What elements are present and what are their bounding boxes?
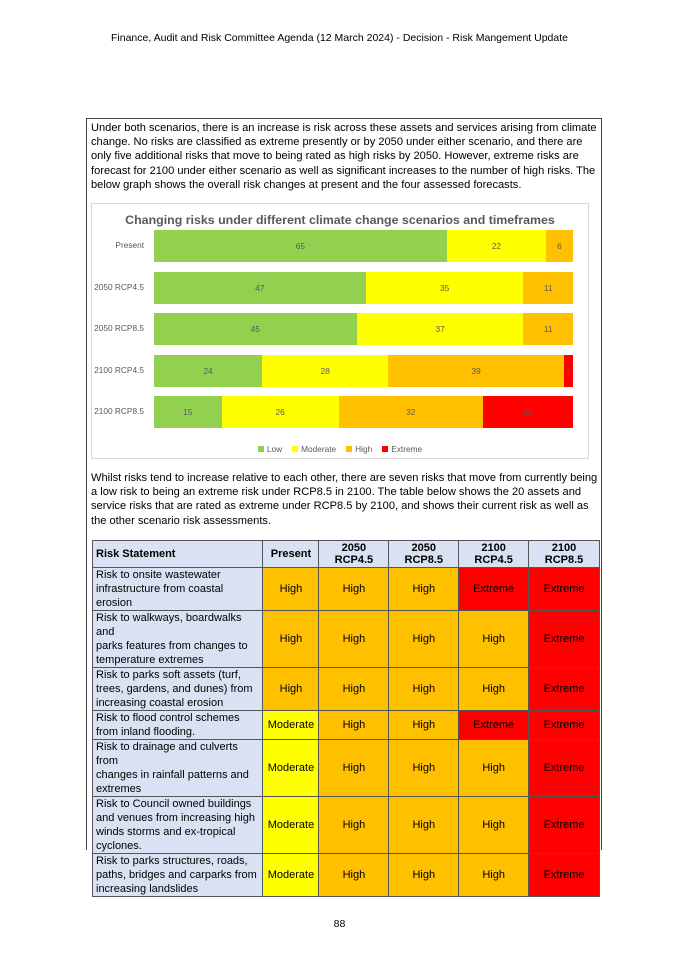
data-label: 15	[183, 407, 193, 417]
risk-statement-cell: Risk to walkways, boardwalks and parks features from changes to temperature extremes	[93, 611, 263, 668]
table-row	[93, 797, 600, 854]
data-label: 65	[295, 241, 306, 251]
column-header: Present	[263, 541, 319, 568]
rating-cell: High	[263, 611, 319, 668]
rating-cell: High	[319, 854, 389, 897]
risk-statement-cell: Risk to onsite wastewater infrastructure from coastal erosion	[93, 568, 263, 611]
table-intro-paragraph: Whilst risks tend to increase relative to each other, there are seven risks that move from currently being a low risk to being an extreme risk under RCP8.5 in 2100. The table below shows the 20 assets and service risks that are rated as extreme under RCP8.5 by 2100, and shows their current risk as well as the other scenario risk assessments.	[91, 472, 598, 527]
data-label: 47	[255, 282, 265, 293]
legend-label: Low	[266, 444, 283, 454]
data-label: 32	[406, 407, 416, 417]
rating-cell: High	[389, 568, 459, 611]
data-label: 11	[543, 324, 553, 334]
legend-label: Extreme	[391, 444, 423, 454]
rating-cell: High	[389, 740, 459, 797]
bar-segment-low	[154, 272, 366, 304]
column-header: 2100 RCP4.5	[459, 541, 529, 568]
category-label: 2050 RCP8.5	[94, 323, 144, 333]
legend-item-extreme	[382, 444, 422, 454]
data-label: 39	[471, 365, 481, 376]
bar-segment-low	[154, 396, 222, 428]
table-header-row	[93, 541, 600, 568]
rating-cell: High	[389, 797, 459, 854]
rating-cell: High	[389, 611, 459, 668]
bar-segment-high	[523, 272, 573, 304]
legend-item-low	[258, 444, 282, 454]
legend-item-high	[346, 444, 372, 454]
bar-segment-high	[339, 396, 483, 428]
rating-cell: High	[263, 668, 319, 711]
bar-segment-high	[546, 230, 573, 262]
table-body	[93, 568, 600, 897]
page-header: Finance, Audit and Risk Committee Agenda (12 March 2024) - Decision - Risk Mangement Update	[111, 32, 568, 44]
rating-cell: Extreme	[529, 797, 600, 854]
risk-statement-cell: Risk to parks soft assets (turf, trees, gardens, and dunes) from increasing coastal erosion	[93, 668, 263, 711]
bar-segment-low	[154, 355, 262, 387]
bar-segment-moderate	[366, 272, 524, 304]
risk-chart	[91, 203, 589, 459]
rating-cell: High	[319, 668, 389, 711]
table-row	[93, 611, 600, 668]
rating-cell: High	[459, 854, 529, 897]
chart-plot-area	[92, 204, 588, 458]
data-label: 26	[275, 407, 285, 417]
bar-segment-moderate	[222, 396, 339, 428]
rating-cell: Extreme	[529, 611, 600, 668]
intro-paragraph: Under both scenarios, there is an increase is risk across these assets and services arising from climate change. No risks are classified as extreme presently or by 2050 under either scenario, and there are only five additional risks that move to being rated as high risks by 2050. However, extreme risks are forecast for 2100 under either scenario as well as significant increases to the number of high risks. The below graph shows the overall risk changes at present and the four assessed forecasts.	[91, 122, 597, 191]
bar-segment-moderate	[262, 355, 388, 387]
data-label: 35	[439, 282, 450, 293]
category-label: Present	[115, 240, 144, 250]
rating-cell: High	[459, 668, 529, 711]
table-row	[93, 568, 600, 611]
page-number: 88	[333, 918, 346, 930]
rating-cell: Moderate	[263, 711, 319, 740]
chart-legend	[92, 444, 588, 454]
legend-label: High	[355, 444, 373, 454]
data-label: 37	[435, 324, 445, 334]
category-label: 2100 RCP4.5	[94, 364, 144, 375]
column-header: 2100 RCP8.5	[529, 541, 600, 568]
risk-statement-cell: Risk to parks structures, roads, paths, bridges and carparks from increasing landslides	[93, 854, 263, 897]
rating-cell: High	[459, 797, 529, 854]
rating-cell: High	[389, 668, 459, 711]
bar-segment-high	[523, 313, 573, 345]
rating-cell: Extreme	[529, 668, 600, 711]
data-label: 6	[557, 241, 562, 251]
bar-segment-high	[388, 355, 564, 387]
data-label: 22	[491, 241, 502, 251]
rating-cell: Extreme	[529, 568, 600, 611]
rating-cell: High	[319, 568, 389, 611]
rating-cell: Moderate	[263, 854, 319, 897]
rating-cell: High	[263, 568, 319, 611]
chart-title: Changing risks under different climate change scenarios and timeframes	[125, 213, 555, 227]
bar-segment-extreme	[564, 355, 573, 387]
category-label: 2100 RCP8.5	[94, 406, 144, 416]
rating-cell: High	[319, 797, 389, 854]
rating-cell: Extreme	[529, 854, 600, 897]
bar-segment-low	[154, 313, 357, 345]
rating-cell: High	[389, 711, 459, 740]
legend-swatch	[258, 446, 264, 452]
legend-label: Moderate	[301, 444, 337, 454]
rating-cell: High	[389, 854, 459, 897]
bar-segment-moderate	[357, 313, 524, 345]
rating-cell: Extreme	[529, 711, 600, 740]
data-label: 28	[320, 365, 330, 376]
risk-table	[92, 540, 600, 897]
table-row	[93, 711, 600, 740]
legend-swatch	[346, 446, 352, 452]
data-label: 24	[203, 365, 213, 376]
rating-cell: Extreme	[459, 568, 529, 611]
bar-segment-low	[154, 230, 447, 262]
rating-cell: Moderate	[263, 740, 319, 797]
data-label: 11	[543, 282, 553, 293]
risk-statement-cell: Risk to drainage and culverts from changes in rainfall patterns and extremes	[93, 740, 263, 797]
table-row	[93, 740, 600, 797]
rating-cell: High	[459, 740, 529, 797]
risk-statement-cell: Risk to flood control schemes from inland flooding.	[93, 711, 263, 740]
column-header: Risk Statement	[93, 541, 263, 568]
rating-cell: Extreme	[529, 740, 600, 797]
legend-swatch	[382, 446, 388, 452]
rating-cell: High	[319, 611, 389, 668]
rating-cell: High	[319, 740, 389, 797]
data-label: 20	[523, 407, 533, 417]
bar-segment-extreme	[483, 396, 573, 428]
legend-item-moderate	[292, 444, 336, 454]
table-row	[93, 668, 600, 711]
rating-cell: High	[459, 611, 529, 668]
rating-cell: Moderate	[263, 797, 319, 854]
data-label: 2	[566, 365, 571, 376]
data-label: 45	[250, 324, 260, 334]
column-header: 2050 RCP8.5	[389, 541, 459, 568]
category-label: 2050 RCP4.5	[94, 281, 144, 292]
risk-statement-cell: Risk to Council owned buildings and venues from increasing high winds storms and ex-tropical cyclones.	[93, 797, 263, 854]
rating-cell: Extreme	[459, 711, 529, 740]
legend-swatch	[292, 446, 298, 452]
rating-cell: High	[319, 711, 389, 740]
column-header: 2050 RCP4.5	[319, 541, 389, 568]
table-row	[93, 854, 600, 897]
bar-segment-moderate	[447, 230, 546, 262]
